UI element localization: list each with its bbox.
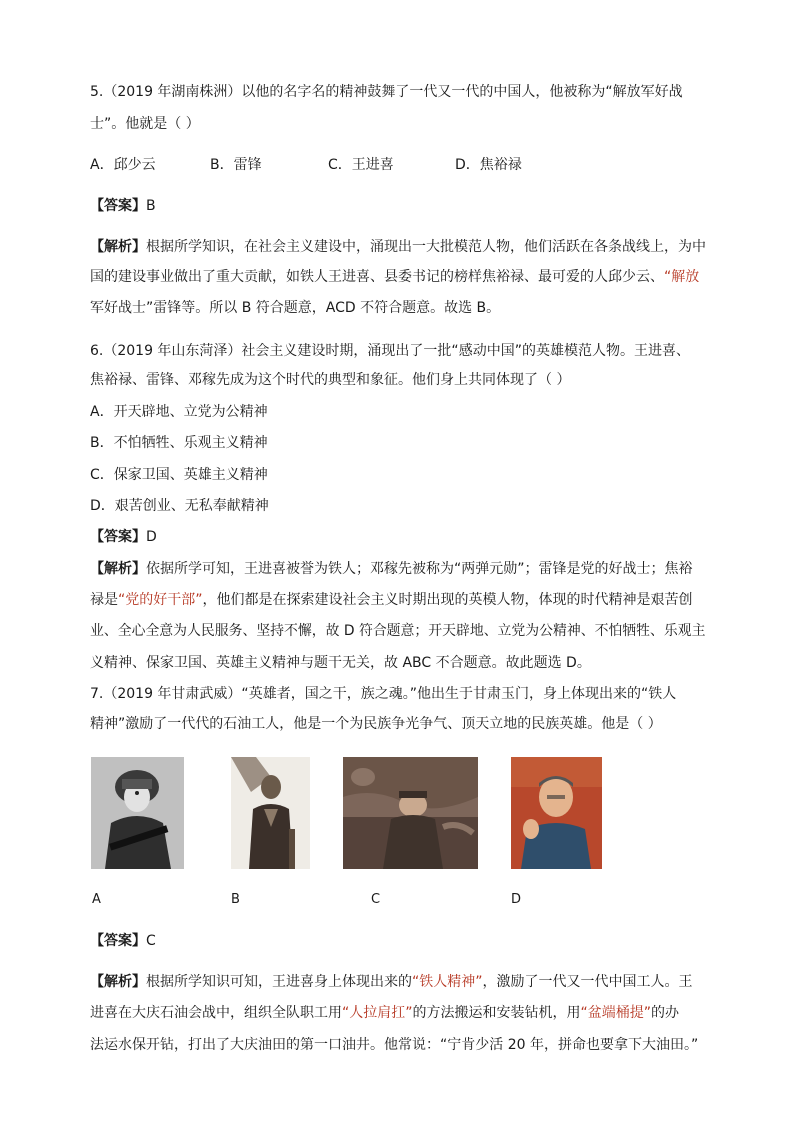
q6-analysis-line2: [90, 590, 693, 610]
analysis-emphasis: “人拉肩扛”: [342, 1005, 413, 1021]
analysis-text: 的办: [651, 1005, 680, 1021]
q5-option-d: D．焦裕禄: [455, 157, 522, 173]
answer-value: D: [146, 529, 157, 545]
photo-option-a: [91, 757, 184, 869]
q5-answer: [90, 196, 156, 216]
q5-stem-line2: 士”。他就是（ ）: [90, 116, 200, 132]
photo-label-a: A: [92, 892, 101, 907]
answer-value: B: [146, 198, 156, 214]
analysis-emphasis: “盆端桶提”: [580, 1005, 652, 1021]
q6-option-b: B．不怕牺牲、乐观主义精神: [90, 435, 268, 451]
q5-option-b: B．雷锋: [210, 157, 262, 173]
analysis-tag: 【解析】: [90, 561, 146, 577]
answer-tag: 【答案】: [90, 529, 146, 545]
q6-option-c: C．保家卫国、英雄主义精神: [90, 467, 268, 483]
q5-option-c: C．王进喜: [328, 157, 394, 173]
answer-tag: 【答案】: [90, 198, 146, 214]
q6-analysis-line3: 业、全心全意为人民服务、坚持不懈，故 D 符合题意；开天辟地、立党为公精神、不怕牺牲、乐观主: [90, 623, 706, 639]
photo-option-b: [231, 757, 310, 869]
q5-analysis-line2: [90, 267, 699, 287]
analysis-emphasis: “党的好干部”: [118, 592, 203, 608]
q7-analysis-line2: [90, 1003, 679, 1023]
q7-stem-line1: 7.（2019 年甘肃武威）“英雄者，国之干，族之魂。”他出生于甘肃玉门，身上体现出来的“铁人: [90, 686, 677, 702]
q5-analysis-line1: [90, 237, 706, 257]
q7-stem-line2: 精神”激励了一代代的石油工人，他是一个为民族争光争气、顶天立地的民族英雄。他是（ ）: [90, 716, 662, 732]
photo-label-b: B: [231, 892, 240, 907]
q6-answer: [90, 527, 157, 547]
photo-label-d: D: [511, 892, 522, 907]
answer-tag: 【答案】: [90, 933, 146, 949]
analysis-emphasis: “铁人精神”: [412, 974, 483, 990]
analysis-emphasis: “解放: [664, 269, 700, 285]
photo-label-c: C: [371, 892, 381, 907]
q5-stem-line1: 5.（2019 年湖南株洲）以他的名字名的精神鼓舞了一代又一代的中国人，他被称为“解放军好战: [90, 84, 683, 100]
analysis-text: 军好战士: [90, 300, 146, 316]
q6-analysis-line4: 义精神、保家卫国、英雄主义精神与题干无关，故 ABC 不合题意。故此题选 D。: [90, 655, 591, 671]
q7-answer: [90, 931, 156, 951]
q6-analysis-line1: [90, 559, 693, 579]
analysis-text: ，激励了一代又一代中国工人。王: [482, 974, 693, 990]
q5-option-a: A．邱少云: [90, 157, 156, 173]
photo-option-c: [343, 757, 478, 869]
analysis-text: 进喜在大庆石油会战中，组织全队职工用: [90, 1005, 342, 1021]
answer-value: C: [146, 933, 156, 949]
analysis-text: 依据所学可知，王进喜被誉为铁人；邓稼先被称为“两弹元勋”；雷锋是党的好战士；焦裕: [146, 561, 693, 577]
analysis-text: ，他们都是在探索建设社会主义时期出现的英模人物，体现的时代精神是艰苦创: [202, 592, 693, 608]
q7-analysis-line3: 法运水保开钻，打出了大庆油田的第一口油井。他常说：“宁肯少活 20 年，拼命也要拿下大油田。”: [90, 1037, 699, 1053]
q6-stem-line1: 6.（2019 年山东菏泽）社会主义建设时期，涌现出了一批“感动中国”的英雄模范人物。王进喜、: [90, 343, 690, 359]
analysis-text: 禄是: [90, 592, 118, 608]
analysis-text: ”雷锋等。所以 B 符合题意，ACD 不符合题意。故选 B。: [146, 300, 501, 316]
q5-analysis-line3: [90, 298, 500, 318]
analysis-text: 国的建设事业做出了重大贡献，如铁人王进喜、县委书记的榜样焦裕禄、最可爱的人邱少云、: [90, 269, 664, 285]
q6-stem-line2: 焦裕禄、雷锋、邓稼先成为这个时代的典型和象征。他们身上共同体现了（ ）: [90, 372, 571, 388]
analysis-tag: 【解析】: [90, 974, 146, 990]
analysis-text: 的方法搬运和安装钻机，用: [412, 1005, 581, 1021]
analysis-text: 根据所学知识可知，王进喜身上体现出来的: [146, 974, 412, 990]
analysis-tag: 【解析】: [90, 239, 146, 255]
q7-analysis-line1: [90, 972, 693, 992]
q6-option-a: A．开天辟地、立党为公精神: [90, 404, 268, 420]
photo-option-d: [511, 757, 602, 869]
analysis-text: 根据所学知识，在社会主义建设中，涌现出一大批模范人物，他们活跃在各条战线上，为中: [146, 239, 706, 255]
q6-option-d: D．艰苦创业、无私奉献精神: [90, 498, 269, 514]
